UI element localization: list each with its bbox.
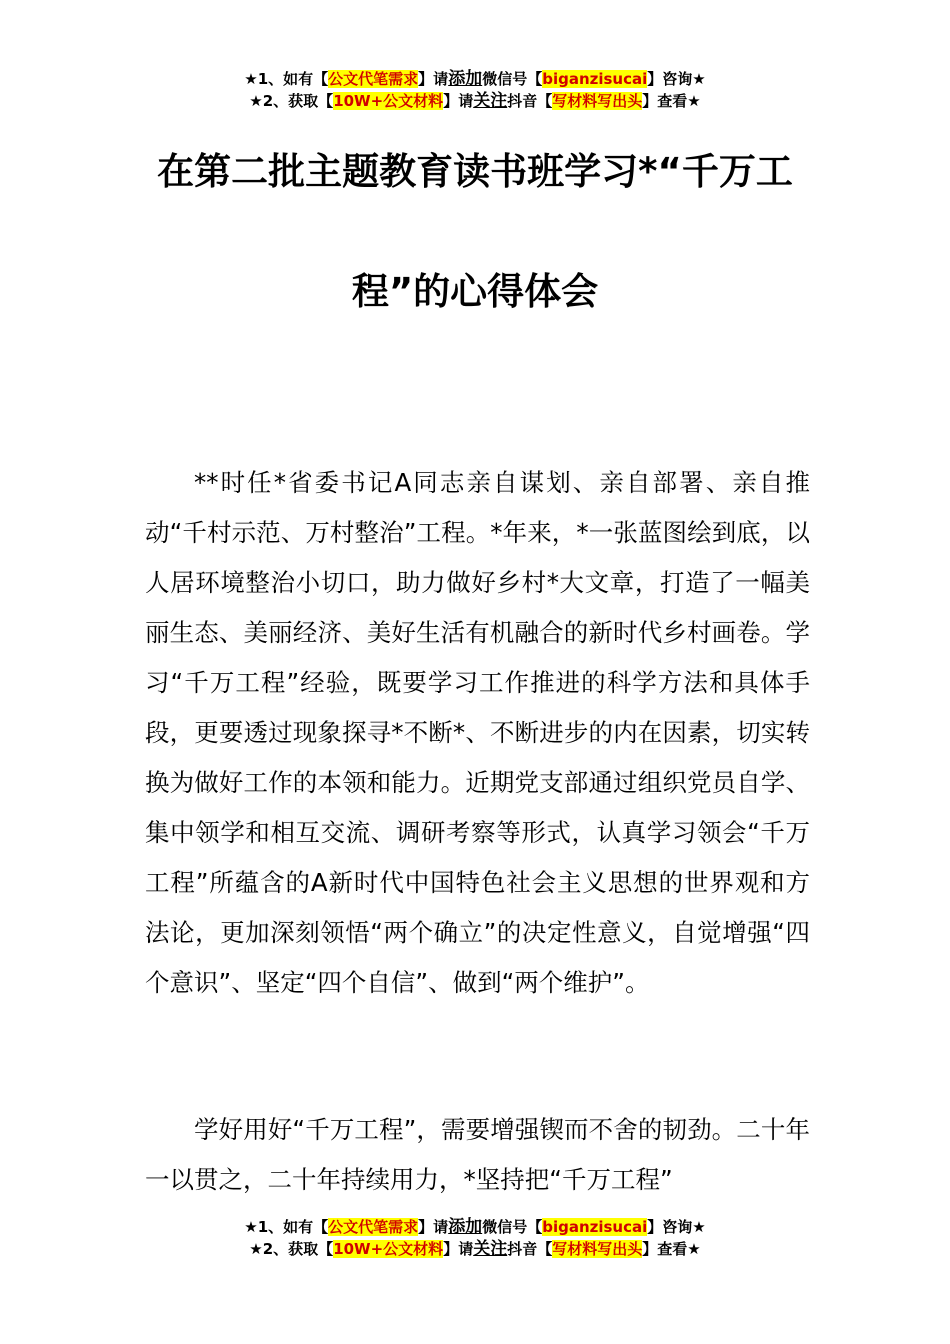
promo-text: 抖音【 bbox=[507, 1240, 553, 1258]
promo-footer bbox=[0, 1216, 950, 1260]
promo-text: 微信号【 bbox=[482, 1218, 543, 1236]
underlined-text: 关注 bbox=[473, 91, 508, 111]
promo-line-1 bbox=[0, 1216, 950, 1238]
wechat-id: biganzisucai bbox=[542, 1218, 648, 1236]
document-title-line-1: 在第二批主题教育读书班学习*“千万工 bbox=[157, 150, 793, 193]
promo-text: 】请 bbox=[418, 1218, 449, 1236]
promo-text: ★2、获取【 bbox=[249, 92, 334, 110]
highlight-text: 10W+公文材料 bbox=[333, 1240, 444, 1258]
promo-header bbox=[0, 68, 950, 112]
highlight-text: 公文代笔需求 bbox=[328, 70, 419, 88]
promo-text: ★1、如有【 bbox=[244, 1218, 329, 1236]
wechat-id: biganzisucai bbox=[542, 70, 648, 88]
underlined-text: 添加 bbox=[448, 1217, 483, 1237]
promo-text: ★2、获取【 bbox=[249, 1240, 334, 1258]
document-title-line-2: 程”的心得体会 bbox=[351, 270, 599, 313]
promo-text: ★1、如有【 bbox=[244, 70, 329, 88]
promo-text: 】咨询★ bbox=[647, 70, 706, 88]
highlight-text: 公文代笔需求 bbox=[328, 1218, 419, 1236]
promo-line-1 bbox=[0, 68, 950, 90]
promo-text: 】查看★ bbox=[642, 1240, 701, 1258]
promo-text: 】请 bbox=[443, 92, 474, 110]
body-paragraph-1: **时任*省委书记A同志亲自谋划、亲自部署、亲自推动“千村示范、万村整治”工程。*年来，*一张蓝图绘到底，以人居环境整治小切口，助力做好乡村*大文章，打造了一幅美丽生态、美丽经济、美好生活有机融合的新时代乡村画卷。学习“千万工程”经验，既要学习工作推进的科学方法和具体手段，更要透过现象探寻*不断*、不断进步的内在因素，切实转换为做好工作的本领和能力。近期党支部通过组织党员自学、集中领学和相互交流、调研考察等形式，认真学习领会“千万工程”所蕴含的A新时代中国特色社会主义思想的世界观和方法论，更加深刻领悟“两个确立”的决定性意义，自觉增强“四个意识”、坚定“四个自信”、做到“两个维护”。 bbox=[145, 468, 810, 997]
underlined-text: 添加 bbox=[448, 69, 483, 89]
promo-text: 】请 bbox=[418, 70, 449, 88]
underlined-text: 关注 bbox=[473, 1239, 508, 1259]
promo-text: 微信号【 bbox=[482, 70, 543, 88]
promo-text: 】请 bbox=[443, 1240, 474, 1258]
promo-line-2 bbox=[0, 90, 950, 112]
promo-text: 抖音【 bbox=[507, 92, 553, 110]
promo-line-2 bbox=[0, 1238, 950, 1260]
body-paragraph-2: 学好用好“千万工程”，需要增强锲而不舍的韧劲。二十年一以贯之，二十年持续用力，*坚持把“千万工程” bbox=[145, 1115, 810, 1194]
douyin-id: 写材料写出头 bbox=[552, 1240, 643, 1258]
promo-text: 】查看★ bbox=[642, 92, 701, 110]
douyin-id: 写材料写出头 bbox=[552, 92, 643, 110]
highlight-text: 10W+公文材料 bbox=[333, 92, 444, 110]
promo-text: 】咨询★ bbox=[647, 1218, 706, 1236]
